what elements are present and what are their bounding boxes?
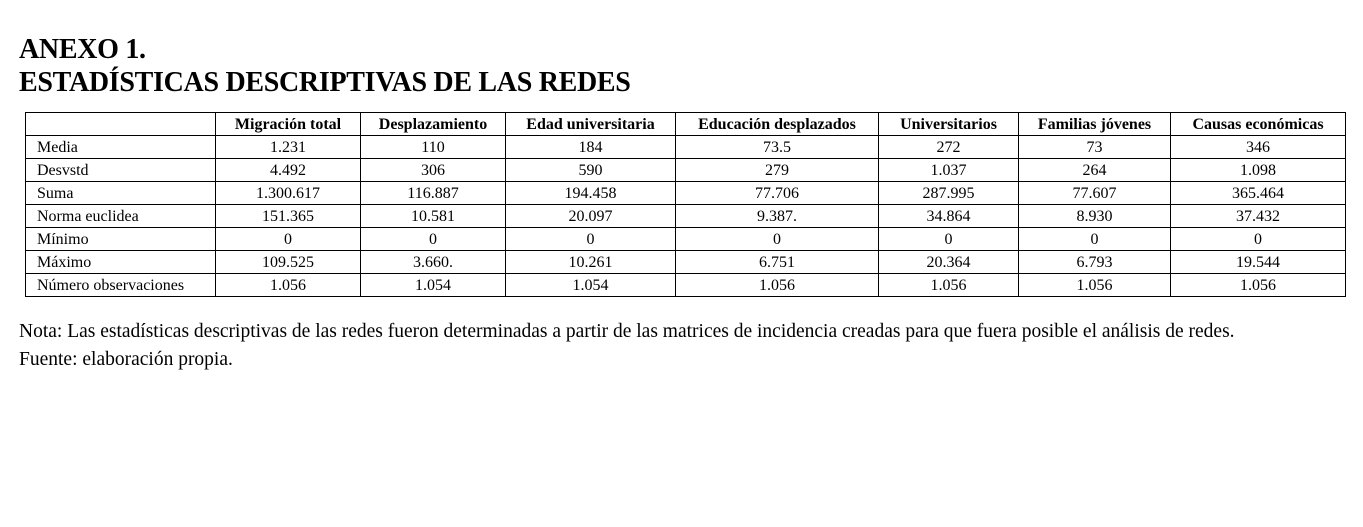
table-cell: 184 — [506, 136, 676, 159]
table-row — [26, 136, 1346, 159]
table-cell: 73.5 — [676, 136, 879, 159]
table-cell: 8.930 — [1019, 205, 1171, 228]
row-label: Mínimo — [26, 228, 216, 251]
table-cell: 4.492 — [216, 159, 361, 182]
note-text: Nota: Las estadísticas descriptivas de las redes fueron determinadas a partir de las matrices de incidencia creadas para que fuera posible el análisis de redes. — [19, 321, 1235, 342]
column-header: Familias jóvenes — [1019, 113, 1171, 136]
table-cell: 1.056 — [1171, 274, 1346, 297]
table-cell: 151.365 — [216, 205, 361, 228]
table-cell: 1.037 — [879, 159, 1019, 182]
column-header-blank — [26, 113, 216, 136]
table-cell: 77.706 — [676, 182, 879, 205]
table-header-row — [26, 113, 1346, 136]
table-cell: 3.660. — [361, 251, 506, 274]
column-header: Educación desplazados — [676, 113, 879, 136]
table-cell: 272 — [879, 136, 1019, 159]
table-row — [26, 228, 1346, 251]
column-header: Edad universitaria — [506, 113, 676, 136]
table-cell: 34.864 — [879, 205, 1019, 228]
row-label: Número observaciones — [26, 274, 216, 297]
table-cell: 1.056 — [1019, 274, 1171, 297]
source-text: Fuente: elaboración propia. — [19, 349, 233, 370]
table-row — [26, 251, 1346, 274]
table-cell: 77.607 — [1019, 182, 1171, 205]
table-cell: 19.544 — [1171, 251, 1346, 274]
row-label: Desvstd — [26, 159, 216, 182]
table-cell: 20.097 — [506, 205, 676, 228]
table-cell: 6.793 — [1019, 251, 1171, 274]
column-header: Desplazamiento — [361, 113, 506, 136]
table-cell: 346 — [1171, 136, 1346, 159]
column-header: Migración total — [216, 113, 361, 136]
table-cell: 0 — [676, 228, 879, 251]
column-header: Causas económicas — [1171, 113, 1346, 136]
table-cell: 264 — [1019, 159, 1171, 182]
table-cell: 0 — [506, 228, 676, 251]
table-cell: 116.887 — [361, 182, 506, 205]
row-label: Suma — [26, 182, 216, 205]
table-cell: 10.581 — [361, 205, 506, 228]
table-cell: 1.098 — [1171, 159, 1346, 182]
table-cell: 365.464 — [1171, 182, 1346, 205]
annex-title: ANEXO 1. — [19, 34, 146, 65]
annex-heading — [19, 33, 631, 99]
table-row — [26, 274, 1346, 297]
table-notes — [19, 318, 1349, 374]
table-cell: 0 — [1019, 228, 1171, 251]
table-cell: 1.231 — [216, 136, 361, 159]
table-cell: 1.056 — [676, 274, 879, 297]
table-cell: 287.995 — [879, 182, 1019, 205]
table-cell: 109.525 — [216, 251, 361, 274]
table-row — [26, 182, 1346, 205]
table-cell: 0 — [879, 228, 1019, 251]
descriptive-statistics-table — [25, 112, 1346, 297]
table-cell: 1.054 — [361, 274, 506, 297]
table-cell: 194.458 — [506, 182, 676, 205]
row-label: Máximo — [26, 251, 216, 274]
table-row — [26, 205, 1346, 228]
column-header: Universitarios — [879, 113, 1019, 136]
table-cell: 6.751 — [676, 251, 879, 274]
table-cell: 0 — [1171, 228, 1346, 251]
table-cell: 73 — [1019, 136, 1171, 159]
table-cell: 1.054 — [506, 274, 676, 297]
table-cell: 9.387. — [676, 205, 879, 228]
annex-subtitle: ESTADÍSTICAS DESCRIPTIVAS DE LAS REDES — [19, 67, 631, 98]
table-cell: 0 — [216, 228, 361, 251]
row-label: Media — [26, 136, 216, 159]
table-cell: 1.056 — [879, 274, 1019, 297]
table-cell: 590 — [506, 159, 676, 182]
table-cell: 1.056 — [216, 274, 361, 297]
table-cell: 20.364 — [879, 251, 1019, 274]
table-cell: 279 — [676, 159, 879, 182]
table-cell: 10.261 — [506, 251, 676, 274]
table-cell: 1.300.617 — [216, 182, 361, 205]
table-cell: 0 — [361, 228, 506, 251]
row-label: Norma euclidea — [26, 205, 216, 228]
table-cell: 110 — [361, 136, 506, 159]
table-cell: 37.432 — [1171, 205, 1346, 228]
table-cell: 306 — [361, 159, 506, 182]
table-row — [26, 159, 1346, 182]
